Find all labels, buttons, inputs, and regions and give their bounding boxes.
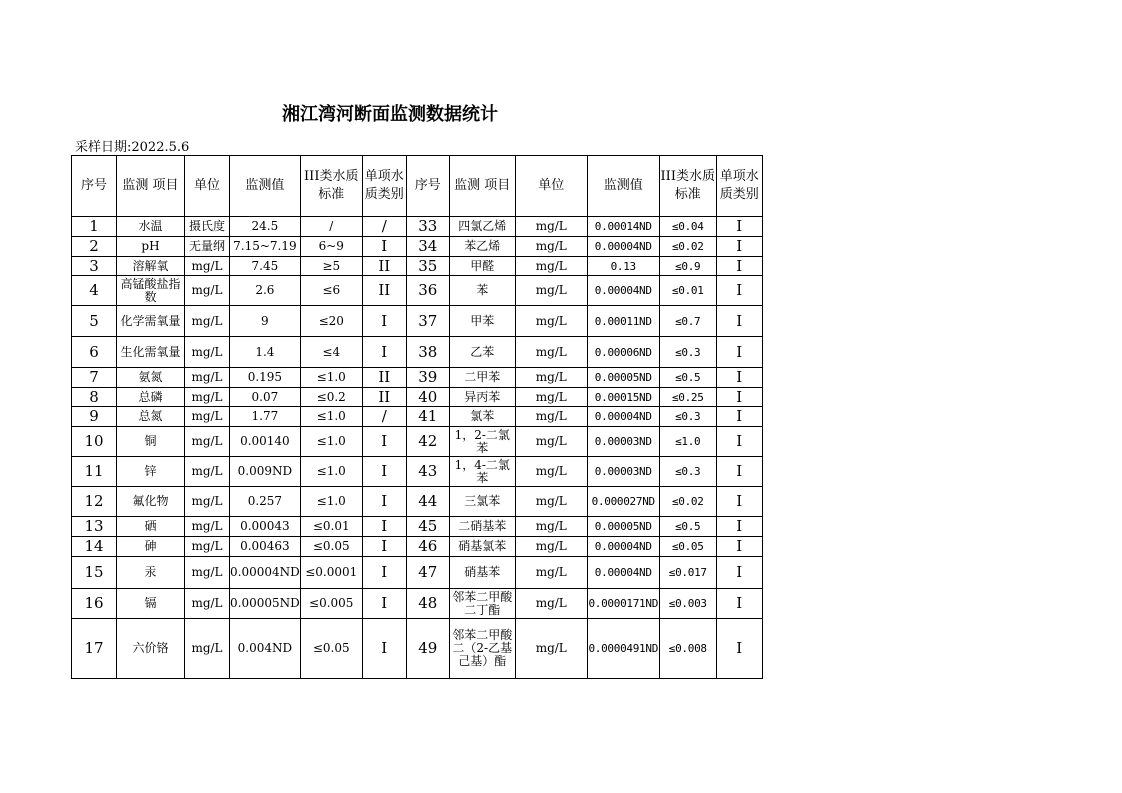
sample-date: 采样日期:2022.5.6 — [75, 140, 190, 155]
seq-cell: 41 — [406, 407, 449, 427]
seq-cell: 12 — [72, 487, 117, 517]
class-cell: I — [716, 407, 762, 427]
value-cell: 0.00140 — [230, 427, 301, 457]
value-cell: 0.0000171ND — [587, 589, 659, 619]
seq-cell: 5 — [72, 306, 117, 337]
item-cell: 生化需氧量 — [117, 337, 185, 368]
item-cell: 总氮 — [117, 407, 185, 427]
standard-cell: ≤1.0 — [300, 407, 362, 427]
standard-cell: ≤20 — [300, 306, 362, 337]
seq-cell: 49 — [406, 619, 449, 679]
standard-cell: ≤6 — [300, 276, 362, 306]
class-cell: I — [716, 257, 762, 276]
unit-cell: mg/L — [185, 407, 230, 427]
unit-cell: mg/L — [515, 457, 587, 487]
class-cell: II — [362, 257, 406, 276]
class-cell: I — [362, 487, 406, 517]
table-row — [72, 388, 763, 407]
item-cell: 异丙苯 — [449, 388, 515, 407]
standard-cell: ≤0.3 — [659, 457, 716, 487]
unit-cell: mg/L — [185, 487, 230, 517]
class-cell: II — [362, 368, 406, 388]
standard-cell: ≤1.0 — [300, 368, 362, 388]
standard-cell: ≤0.3 — [659, 407, 716, 427]
header-cell: 监测值 — [230, 156, 301, 217]
seq-cell: 10 — [72, 427, 117, 457]
value-cell: 7.15~7.19 — [230, 237, 301, 257]
header-cell: 单项水质类别 — [362, 156, 406, 217]
table-row — [72, 276, 763, 306]
standard-cell: / — [300, 217, 362, 237]
value-cell: 0.00005ND — [230, 589, 301, 619]
item-cell: 高锰酸盐指数 — [117, 276, 185, 306]
unit-cell: mg/L — [515, 306, 587, 337]
class-cell: II — [362, 388, 406, 407]
class-cell: I — [362, 337, 406, 368]
item-cell: 砷 — [117, 537, 185, 557]
header-cell: 序号 — [406, 156, 449, 217]
value-cell: 1.4 — [230, 337, 301, 368]
class-cell: I — [716, 457, 762, 487]
standard-cell: ≤0.01 — [659, 276, 716, 306]
class-cell: I — [362, 619, 406, 679]
standard-cell: ≤0.017 — [659, 557, 716, 589]
unit-cell: mg/L — [185, 537, 230, 557]
standard-cell: ≤0.003 — [659, 589, 716, 619]
unit-cell: mg/L — [515, 487, 587, 517]
standard-cell: ≤0.05 — [659, 537, 716, 557]
unit-cell: mg/L — [185, 276, 230, 306]
unit-cell: mg/L — [515, 217, 587, 237]
item-cell: 氨氮 — [117, 368, 185, 388]
item-cell: 六价铬 — [117, 619, 185, 679]
unit-cell: mg/L — [515, 589, 587, 619]
class-cell: I — [716, 237, 762, 257]
class-cell: I — [362, 589, 406, 619]
standard-cell: ≤0.3 — [659, 337, 716, 368]
standard-cell: ≤0.2 — [300, 388, 362, 407]
class-cell: I — [362, 306, 406, 337]
seq-cell: 11 — [72, 457, 117, 487]
header-cell: 监测 项目 — [117, 156, 185, 217]
value-cell: 0.00004ND — [587, 237, 659, 257]
unit-cell: mg/L — [185, 589, 230, 619]
value-cell: 0.00004ND — [230, 557, 301, 589]
class-cell: I — [716, 337, 762, 368]
standard-cell: ≤0.005 — [300, 589, 362, 619]
value-cell: 0.00005ND — [587, 517, 659, 537]
table-row — [72, 306, 763, 337]
class-cell: I — [362, 457, 406, 487]
item-cell: 化学需氧量 — [117, 306, 185, 337]
unit-cell: mg/L — [185, 337, 230, 368]
unit-cell: mg/L — [515, 427, 587, 457]
item-cell: pH — [117, 237, 185, 257]
item-cell: 邻苯二甲酸二（2-乙基己基）酯 — [449, 619, 515, 679]
class-cell: I — [716, 557, 762, 589]
seq-cell: 8 — [72, 388, 117, 407]
seq-cell: 9 — [72, 407, 117, 427]
unit-cell: mg/L — [515, 619, 587, 679]
seq-cell: 42 — [406, 427, 449, 457]
item-cell: 锌 — [117, 457, 185, 487]
standard-cell: ≤0.5 — [659, 368, 716, 388]
value-cell: 1.77 — [230, 407, 301, 427]
seq-cell: 34 — [406, 237, 449, 257]
table-row — [72, 368, 763, 388]
unit-cell: mg/L — [515, 368, 587, 388]
header-cell: 监测值 — [587, 156, 659, 217]
seq-cell: 17 — [72, 619, 117, 679]
value-cell: 0.00004ND — [587, 557, 659, 589]
class-cell: I — [716, 427, 762, 457]
item-cell: 二硝基苯 — [449, 517, 515, 537]
value-cell: 0.00043 — [230, 517, 301, 537]
table-row — [72, 517, 763, 537]
value-cell: 0.00004ND — [587, 537, 659, 557]
standard-cell: ≤1.0 — [300, 427, 362, 457]
seq-cell: 47 — [406, 557, 449, 589]
standard-cell: ≤0.04 — [659, 217, 716, 237]
seq-cell: 16 — [72, 589, 117, 619]
value-cell: 24.5 — [230, 217, 301, 237]
item-cell: 1，4-二氯苯 — [449, 457, 515, 487]
table-row — [72, 457, 763, 487]
seq-cell: 13 — [72, 517, 117, 537]
item-cell: 水温 — [117, 217, 185, 237]
class-cell: I — [716, 388, 762, 407]
monitoring-table — [71, 155, 763, 679]
table-row — [72, 237, 763, 257]
unit-cell: mg/L — [515, 276, 587, 306]
class-cell: I — [362, 517, 406, 537]
standard-cell: ≤0.02 — [659, 487, 716, 517]
header-cell: 单位 — [185, 156, 230, 217]
value-cell: 0.000027ND — [587, 487, 659, 517]
seq-cell: 14 — [72, 537, 117, 557]
item-cell: 硝基苯 — [449, 557, 515, 589]
value-cell: 0.00003ND — [587, 457, 659, 487]
class-cell: I — [716, 487, 762, 517]
unit-cell: mg/L — [185, 388, 230, 407]
value-cell: 0.00004ND — [587, 407, 659, 427]
class-cell: I — [362, 557, 406, 589]
table-row — [72, 589, 763, 619]
header-cell: 单位 — [515, 156, 587, 217]
unit-cell: mg/L — [515, 407, 587, 427]
standard-cell: ≤0.05 — [300, 537, 362, 557]
unit-cell: mg/L — [515, 557, 587, 589]
unit-cell: mg/L — [515, 517, 587, 537]
item-cell: 硒 — [117, 517, 185, 537]
unit-cell: mg/L — [185, 457, 230, 487]
seq-cell: 7 — [72, 368, 117, 388]
header-cell: 监测 项目 — [449, 156, 515, 217]
value-cell: 0.004ND — [230, 619, 301, 679]
value-cell: 0.00003ND — [587, 427, 659, 457]
item-cell: 铜 — [117, 427, 185, 457]
unit-cell: mg/L — [185, 619, 230, 679]
seq-cell: 6 — [72, 337, 117, 368]
header-cell: III类水质标准 — [659, 156, 716, 217]
standard-cell: 6~9 — [300, 237, 362, 257]
seq-cell: 40 — [406, 388, 449, 407]
class-cell: I — [716, 517, 762, 537]
value-cell: 9 — [230, 306, 301, 337]
class-cell: I — [716, 537, 762, 557]
seq-cell: 4 — [72, 276, 117, 306]
class-cell: I — [362, 427, 406, 457]
class-cell: I — [716, 276, 762, 306]
value-cell: 0.13 — [587, 257, 659, 276]
unit-cell: mg/L — [515, 257, 587, 276]
item-cell: 溶解氧 — [117, 257, 185, 276]
value-cell: 0.00014ND — [587, 217, 659, 237]
class-cell: II — [362, 276, 406, 306]
seq-cell: 33 — [406, 217, 449, 237]
standard-cell: ≤0.0001 — [300, 557, 362, 589]
value-cell: 0.257 — [230, 487, 301, 517]
header-cell: III类水质标准 — [300, 156, 362, 217]
unit-cell: mg/L — [185, 517, 230, 537]
header-cell: 单项水质类别 — [716, 156, 762, 217]
standard-cell: ≤0.9 — [659, 257, 716, 276]
standard-cell: ≤0.01 — [300, 517, 362, 537]
unit-cell: 无量纲 — [185, 237, 230, 257]
value-cell: 0.0000491ND — [587, 619, 659, 679]
unit-cell: mg/L — [515, 537, 587, 557]
class-cell: I — [716, 217, 762, 237]
standard-cell: ≤1.0 — [659, 427, 716, 457]
item-cell: 汞 — [117, 557, 185, 589]
table-row — [72, 557, 763, 589]
seq-cell: 46 — [406, 537, 449, 557]
item-cell: 氯苯 — [449, 407, 515, 427]
standard-cell: ≤0.02 — [659, 237, 716, 257]
value-cell: 0.00015ND — [587, 388, 659, 407]
seq-cell: 45 — [406, 517, 449, 537]
class-cell: I — [716, 589, 762, 619]
item-cell: 甲醛 — [449, 257, 515, 276]
value-cell: 0.009ND — [230, 457, 301, 487]
seq-cell: 2 — [72, 237, 117, 257]
value-cell: 0.00011ND — [587, 306, 659, 337]
unit-cell: mg/L — [515, 388, 587, 407]
item-cell: 乙苯 — [449, 337, 515, 368]
class-cell: I — [716, 306, 762, 337]
seq-cell: 44 — [406, 487, 449, 517]
class-cell: I — [716, 619, 762, 679]
seq-cell: 37 — [406, 306, 449, 337]
value-cell: 0.00004ND — [587, 276, 659, 306]
item-cell: 硝基氯苯 — [449, 537, 515, 557]
item-cell: 镉 — [117, 589, 185, 619]
standard-cell: ≤0.05 — [300, 619, 362, 679]
class-cell: I — [716, 368, 762, 388]
value-cell: 0.00006ND — [587, 337, 659, 368]
unit-cell: mg/L — [185, 427, 230, 457]
unit-cell: mg/L — [515, 337, 587, 368]
value-cell: 0.00463 — [230, 537, 301, 557]
table-row — [72, 407, 763, 427]
standard-cell: ≤0.008 — [659, 619, 716, 679]
header-row — [72, 156, 763, 217]
standard-cell: ≥5 — [300, 257, 362, 276]
table-row — [72, 537, 763, 557]
item-cell: 二甲苯 — [449, 368, 515, 388]
item-cell: 苯乙烯 — [449, 237, 515, 257]
seq-cell: 39 — [406, 368, 449, 388]
seq-cell: 48 — [406, 589, 449, 619]
seq-cell: 3 — [72, 257, 117, 276]
unit-cell: mg/L — [185, 306, 230, 337]
class-cell: / — [362, 217, 406, 237]
table-row — [72, 487, 763, 517]
seq-cell: 43 — [406, 457, 449, 487]
item-cell: 氟化物 — [117, 487, 185, 517]
unit-cell: mg/L — [185, 257, 230, 276]
value-cell: 0.07 — [230, 388, 301, 407]
standard-cell: ≤4 — [300, 337, 362, 368]
item-cell: 三氯苯 — [449, 487, 515, 517]
value-cell: 0.00005ND — [587, 368, 659, 388]
class-cell: I — [362, 537, 406, 557]
item-cell: 邻苯二甲酸二丁酯 — [449, 589, 515, 619]
item-cell: 总磷 — [117, 388, 185, 407]
seq-cell: 1 — [72, 217, 117, 237]
seq-cell: 15 — [72, 557, 117, 589]
standard-cell: ≤0.7 — [659, 306, 716, 337]
unit-cell: mg/L — [515, 237, 587, 257]
item-cell: 甲苯 — [449, 306, 515, 337]
standard-cell: ≤0.5 — [659, 517, 716, 537]
page-title: 湘江湾河断面监测数据统计 — [282, 104, 498, 125]
unit-cell: 摄氏度 — [185, 217, 230, 237]
standard-cell: ≤1.0 — [300, 457, 362, 487]
seq-cell: 38 — [406, 337, 449, 368]
item-cell: 苯 — [449, 276, 515, 306]
unit-cell: mg/L — [185, 557, 230, 589]
seq-cell: 36 — [406, 276, 449, 306]
table-row — [72, 337, 763, 368]
class-cell: / — [362, 407, 406, 427]
standard-cell: ≤1.0 — [300, 487, 362, 517]
table-row — [72, 217, 763, 237]
item-cell: 1，2-二氯苯 — [449, 427, 515, 457]
seq-cell: 35 — [406, 257, 449, 276]
class-cell: I — [362, 237, 406, 257]
header-cell: 序号 — [72, 156, 117, 217]
table-row — [72, 619, 763, 679]
standard-cell: ≤0.25 — [659, 388, 716, 407]
table-row — [72, 257, 763, 276]
value-cell: 7.45 — [230, 257, 301, 276]
item-cell: 四氯乙烯 — [449, 217, 515, 237]
value-cell: 2.6 — [230, 276, 301, 306]
value-cell: 0.195 — [230, 368, 301, 388]
unit-cell: mg/L — [185, 368, 230, 388]
table-row — [72, 427, 763, 457]
